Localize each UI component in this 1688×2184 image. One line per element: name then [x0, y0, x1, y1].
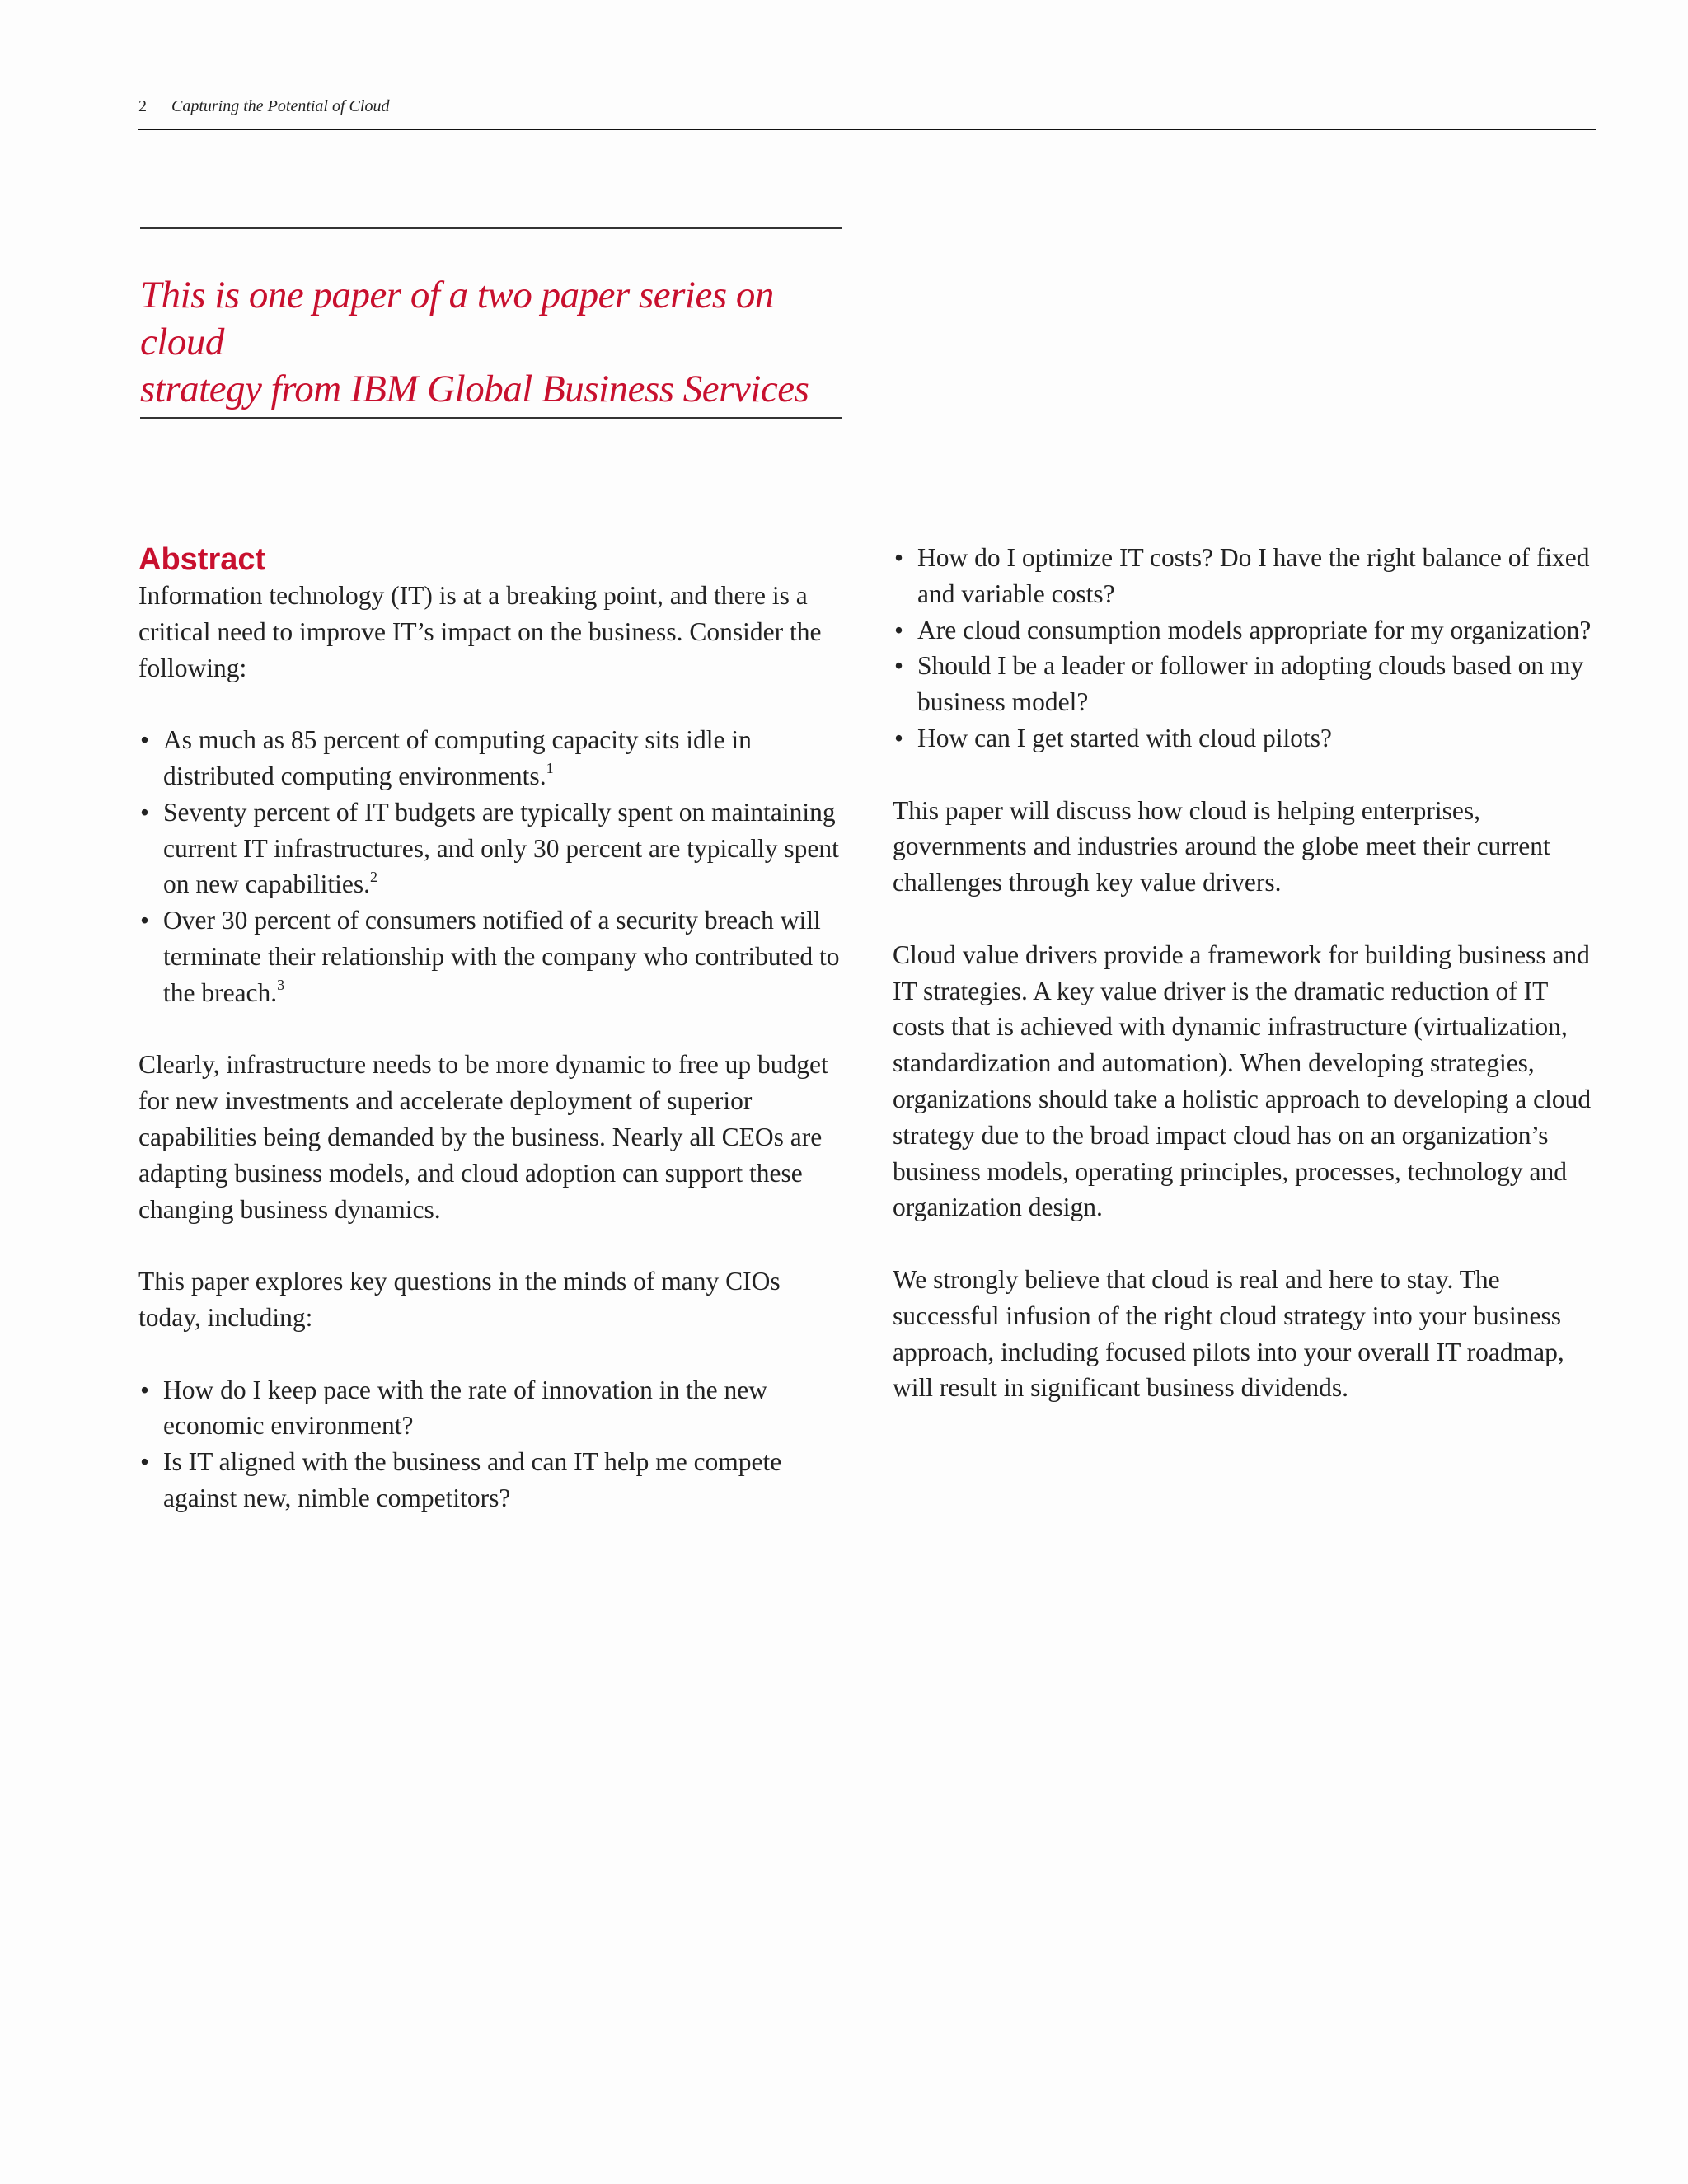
question-text: How can I get started with cloud pilots? — [917, 723, 1333, 752]
paragraph-believe: We strongly believe that cloud is real and here to stay. The successful infusion of the right cloud strategy into your business approach, including focused pilots into your overall IT roadmap, will result in significant business dividends. — [893, 1264, 1564, 1403]
questions-list-left — [138, 1372, 847, 1516]
footnote-ref: 3 — [277, 977, 285, 994]
bullet-icon: • — [894, 651, 904, 681]
bullet-icon: • — [140, 1375, 150, 1404]
list-item — [893, 612, 1601, 649]
question-text: Is IT aligned with the business and can IT help me compete against new, nimble competitors? — [163, 1447, 782, 1512]
right-column — [893, 540, 1601, 1442]
questions-list-right — [893, 540, 1601, 757]
callout-line-2: strategy from IBM Global Business Services — [140, 368, 809, 410]
left-column — [138, 540, 847, 1553]
abstract-heading: Abstract — [138, 542, 266, 577]
paragraph-value-drivers: Cloud value drivers provide a framework for building business and IT strategies. A key value driver is the dramatic reduction of IT costs that is achieved with dynamic infrastructure (virtualization, standardization and automation). When developing strategies, organizations should take a holistic approach to developing a cloud strategy due to the broad impact cloud has on an organization’s business models, operating principles, processes, technology and organization design. — [893, 940, 1592, 1222]
series-callout — [140, 227, 842, 419]
fact-text: As much as 85 percent of computing capacity sits idle in distributed computing environments. — [163, 725, 752, 790]
list-item — [893, 720, 1601, 757]
bullet-icon: • — [140, 906, 150, 935]
paragraph-questions-intro: This paper explores key questions in the minds of many CIOs today, including: — [138, 1267, 781, 1332]
running-header — [138, 89, 1596, 130]
paragraph-discuss: This paper will discuss how cloud is helping enterprises, governments and industries around the globe meet their current challenges through key value drivers. — [893, 795, 1550, 898]
page-number: 2 — [138, 97, 147, 115]
question-text: Are cloud consumption models appropriate for my organization? — [917, 615, 1592, 644]
bullet-icon: • — [140, 725, 150, 755]
paragraph-clearly: Clearly, infrastructure needs to be more dynamic to free up budget for new investments and accelerate deployment of superior capabilities being demanded by the business. Nearly all CEOs are adapting business models, and cloud adoption can support these changing business dynamics. — [138, 1050, 828, 1224]
list-item — [893, 648, 1601, 720]
callout-line-1: This is one paper of a two paper series on cloud — [140, 274, 774, 363]
facts-list — [138, 722, 847, 1010]
question-text: How do I optimize IT costs? Do I have the right balance of fixed and variable costs? — [917, 543, 1590, 608]
question-text: Should I be a leader or follower in adopting clouds based on my business model? — [917, 651, 1584, 717]
fact-text: Over 30 percent of consumers notified of a security breach will terminate their relationship with the company who contributed to the breach. — [163, 906, 840, 1007]
list-item — [138, 1372, 847, 1445]
question-text: How do I keep pace with the rate of innovation in the new economic environment? — [163, 1375, 768, 1441]
document-title: Capturing the Potential of Cloud — [171, 97, 390, 115]
bullet-icon: • — [894, 615, 904, 644]
bullet-icon: • — [894, 723, 904, 752]
bullet-icon: • — [140, 797, 150, 827]
callout-text — [140, 272, 842, 413]
list-item — [138, 1444, 847, 1516]
list-item — [138, 902, 847, 1010]
list-item — [893, 540, 1601, 612]
list-item — [138, 722, 847, 794]
bullet-icon: • — [140, 1447, 150, 1477]
abstract-intro: Information technology (IT) is at a breaking point, and there is a critical need to improve IT’s impact on the business. Consider the following: — [138, 581, 822, 682]
footnote-ref: 1 — [546, 760, 554, 777]
list-item — [138, 794, 847, 902]
footnote-ref: 2 — [370, 868, 378, 885]
bullet-icon: • — [894, 543, 904, 572]
fact-text: Seventy percent of IT budgets are typically spent on maintaining current IT infrastructures, and only 30 percent are typically spent on new capabilities. — [163, 797, 839, 899]
